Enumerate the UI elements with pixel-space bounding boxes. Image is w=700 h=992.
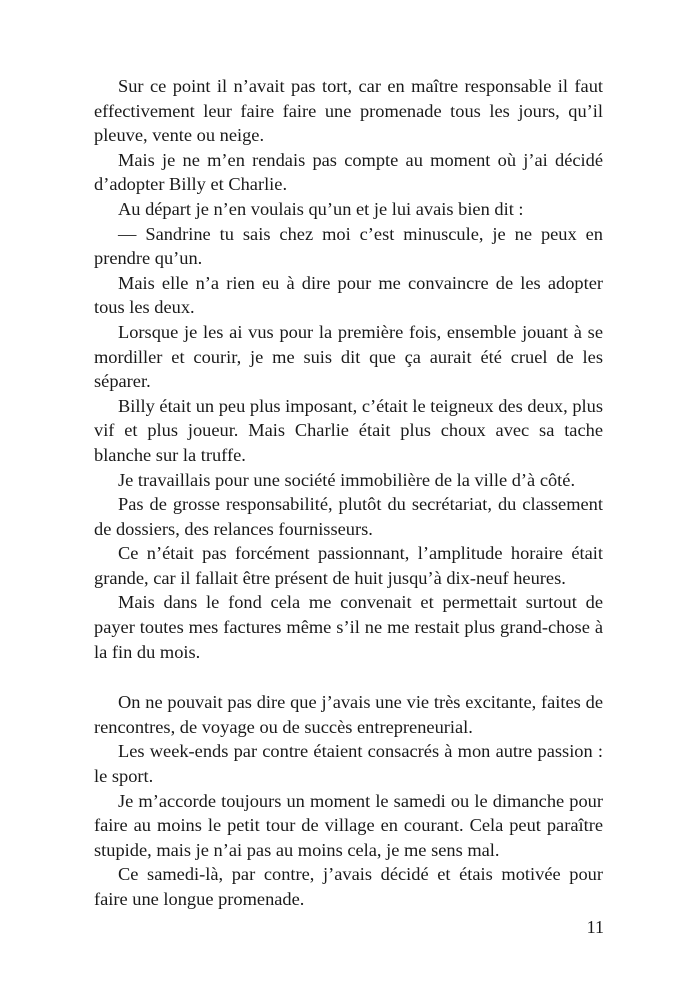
paragraph: Je m’accorde toujours un moment le samedi ou le dimanche pour faire au moins le petit tour de village en courant. Cela peut paraître stupide, mais je n’ai pas au moins cela, je me sens mal.: [94, 790, 603, 860]
paragraph: On ne pouvait pas dire que j’avais une vie très excitante, faites de rencontres, de voyage ou de succès entrepreneurial.: [94, 692, 603, 737]
paragraph: Je travaillais pour une société immobilière de la ville d’à côté.: [118, 469, 576, 490]
paragraph: Mais elle n’a rien eu à dire pour me convaincre de les adopter tous les deux.: [94, 272, 603, 318]
dialogue-paragraph: — Sandrine tu sais chez moi c’est minuscule, je ne peux en prendre qu’un.: [94, 223, 603, 269]
page-body: [94, 74, 603, 912]
paragraph: Ce samedi-là, par contre, j’avais décidé et étais motivée pour faire une longue promenade.: [94, 864, 603, 909]
paragraph: Ce n’était pas forcément passionnant, l’amplitude horaire était grande, car il fallait être présent de huit jusqu’à dix-neuf heures.: [94, 543, 603, 588]
paragraph: Lorsque je les ai vus pour la première fois, ensemble jouant à se mordiller et courir, je me suis dit que ça aurait été cruel de les séparer.: [94, 321, 603, 392]
section-break: [94, 664, 603, 690]
paragraph: Pas de grosse responsabilité, plutôt du secrétariat, du classement de dossiers, des relances fournisseurs.: [94, 494, 603, 539]
page-number: 11: [586, 917, 604, 937]
paragraph: Sur ce point il n’avait pas tort, car en maître responsable il faut effectivement leur faire faire une promenade tous les jours, qu’il pleuve, vente ou neige.: [94, 76, 603, 146]
paragraph: Mais je ne m’en rendais pas compte au moment où j’ai décidé d’adopter Billy et Charlie.: [94, 149, 603, 195]
paragraph: Billy était un peu plus imposant, c’était le teigneux des deux, plus vif et plus joueur. Mais Charlie était plus choux avec sa tache blanche sur la truffe.: [94, 395, 603, 465]
paragraph: Mais dans le fond cela me convenait et permettait surtout de payer toutes mes factures même s’il ne me restait plus grand-chose à la fin du mois.: [94, 592, 603, 662]
paragraph: Les week-ends par contre étaient consacrés à mon autre passion : le sport.: [94, 741, 603, 787]
paragraph: Au départ je n’en voulais qu’un et je lui avais bien dit :: [118, 198, 524, 219]
